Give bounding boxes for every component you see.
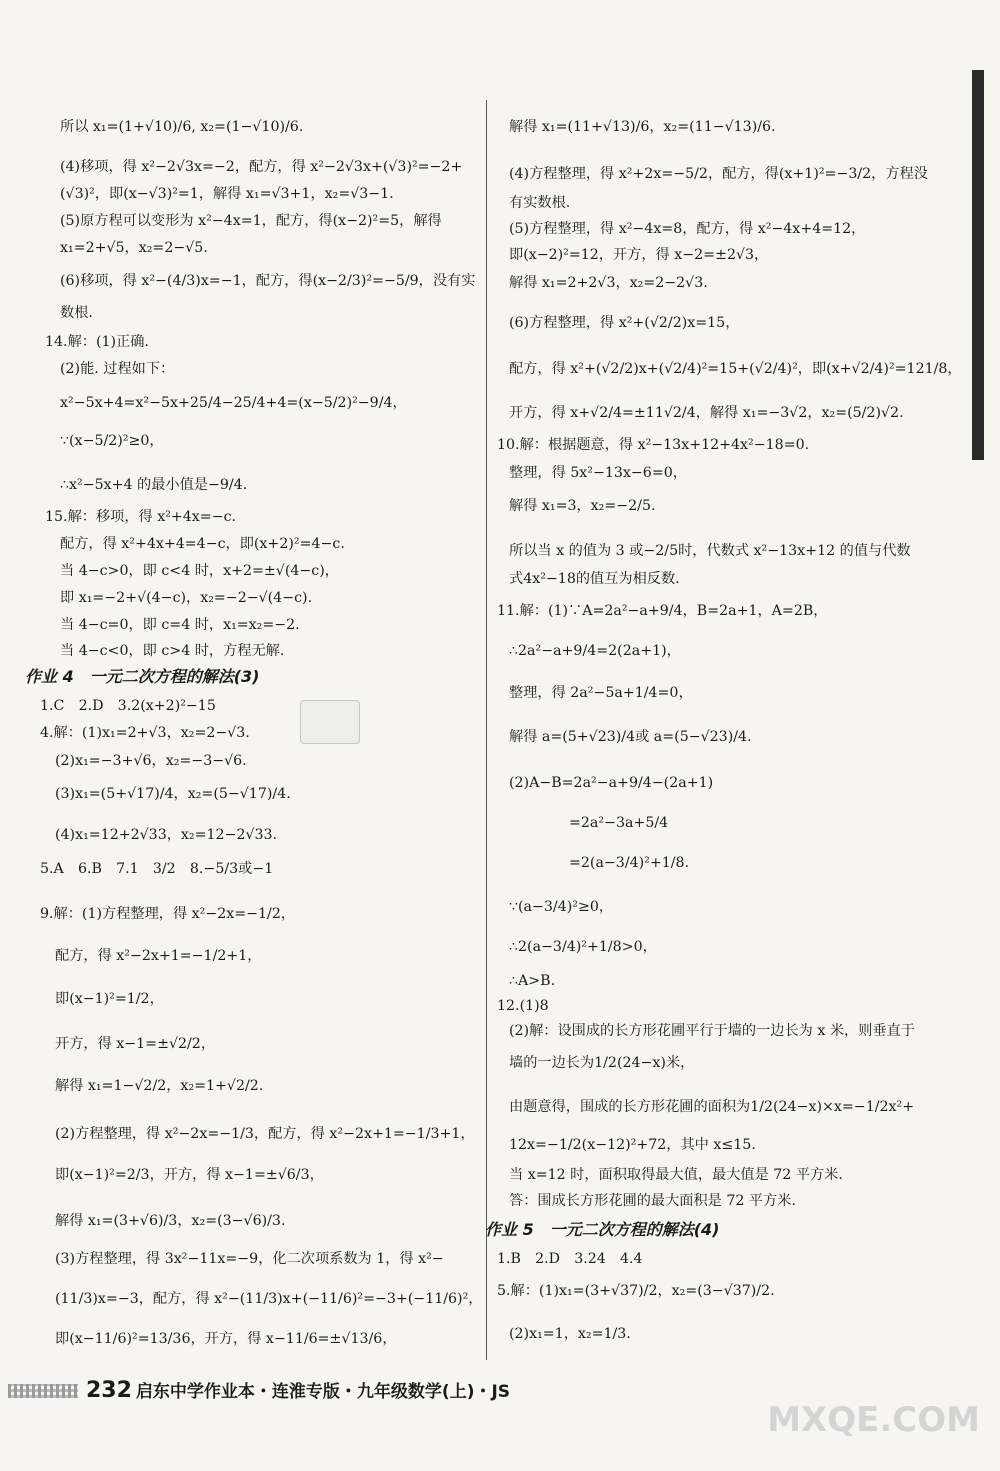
text-line: (5)原方程可以变形为 x²−4x=1，配方，得(x−2)²=5，解得 xyxy=(60,213,442,229)
text-line: (2)A−B=2a²−a+9/4−(2a+1) xyxy=(509,775,714,791)
text-line: 即(x−1)²=2/3，开方，得 x−1=±√6/3， xyxy=(55,1167,324,1183)
text-line: 解得 x₁=(11+√13)/6，x₂=(11−√13)/6. xyxy=(509,119,776,135)
text-line: (4)x₁=12+2√33，x₂=12−2√33. xyxy=(55,827,278,843)
text-line: 配方，得 x²+4x+4=4−c，即(x+2)²=4−c. xyxy=(60,536,345,552)
text-line: ∴2a²−a+9/4=2(2a+1)， xyxy=(509,643,681,659)
question-10: 10.解：根据题意，得 x²−13x+12+4x²−18=0. xyxy=(497,437,810,453)
text-line: 有实数根. xyxy=(509,195,571,211)
text-line: (2)能. 过程如下： xyxy=(60,361,175,377)
text-line: 1.C 2.D 3.2(x+2)²−15 xyxy=(40,698,216,714)
text-line: (2)解：设围成的长方形花圃平行于墙的一边长为 x 米，则垂直于 xyxy=(509,1023,915,1039)
text-line: 解得 x₁=3，x₂=−2/5. xyxy=(509,498,656,514)
text-line: (5)方程整理，得 x²−4x=8，配方，得 x²−4x+4=12， xyxy=(509,221,866,237)
text-line: 配方，得 x²+(√2/2)x+(√2/4)²=15+(√2/4)²，即(x+√2/4)²=121/8， xyxy=(509,361,962,377)
text-line: 当 x=12 时，面积取得最大值，最大值是 72 平方米. xyxy=(509,1167,843,1183)
text-line: 墙的一边长为1/2(24−x)米， xyxy=(509,1055,695,1071)
watermark: MXQE.COM xyxy=(767,1400,980,1440)
text-line: 即 x₁=−2+√(4−c)，x₂=−2−√(4−c). xyxy=(60,590,313,606)
text-line: 所以当 x 的值为 3 或−2/5时，代数式 x²−13x+12 的值与代数 xyxy=(509,543,911,559)
text-line: 整理，得 2a²−5a+1/4=0， xyxy=(509,685,693,701)
question-9: 9.解：(1)方程整理，得 x²−2x=−1/2， xyxy=(40,906,296,922)
text-line: (2)方程整理，得 x²−2x=−1/3，配方，得 x²−2x+1=−1/3+1， xyxy=(55,1126,475,1142)
text-line: (2)x₁=1，x₂=1/3. xyxy=(509,1326,631,1342)
text-line: (6)移项，得 x²−(4/3)x=−1，配方，得(x−2/3)²=−5/9，没有实 xyxy=(60,273,476,289)
question-5: 5.解：(1)x₁=(3+√37)/2，x₂=(3−√37)/2. xyxy=(497,1283,775,1299)
text-line: (3)x₁=(5+√17)/4，x₂=(5−√17)/4. xyxy=(55,786,291,802)
text-line: (11/3)x=−3，配方，得 x²−(11/3)x+(−11/6)²=−3+(−11/6)²， xyxy=(55,1291,483,1307)
text-line: (2)x₁=−3+√6，x₂=−3−√6. xyxy=(55,753,247,769)
text-line: 开方，得 x+√2/4=±11√2/4，解得 x₁=−3√2，x₂=(5/2)√2. xyxy=(509,405,904,421)
text-line: ∴x²−5x+4 的最小值是−9/4. xyxy=(60,477,248,493)
text-line: 由题意得，围成的长方形花圃的面积为1/2(24−x)×x=−1/2x²+ xyxy=(509,1099,915,1115)
section-heading: 作业 4 一元二次方程的解法(3) xyxy=(25,667,260,686)
text-line: x²−5x+4=x²−5x+25/4−25/4+4=(x−5/2)²−9/4， xyxy=(60,395,407,411)
text-line: 答：围成长方形花圃的最大面积是 72 平方米. xyxy=(509,1193,796,1209)
question-4: 4.解：(1)x₁=2+√3，x₂=2−√3. xyxy=(40,725,250,741)
text-line: 解得 x₁=2+2√3，x₂=2−2√3. xyxy=(509,275,708,291)
text-line: ∴A>B. xyxy=(509,973,556,989)
page-edge-bar xyxy=(972,70,984,460)
section-heading: 作业 5 一元二次方程的解法(4) xyxy=(485,1220,720,1239)
text-line: 解得 a=(5+√23)/4或 a=(5−√23)/4. xyxy=(509,729,752,745)
text-line: (√3)²，即(x−√3)²=1，解得 x₁=√3+1，x₂=√3−1. xyxy=(60,186,394,202)
text-line: 即(x−2)²=12，开方，得 x−2=±2√3， xyxy=(509,247,769,263)
question-11: 11.解：(1)∵A=2a²−a+9/4，B=2a+1，A=2B， xyxy=(497,603,828,619)
footer-dot-pattern xyxy=(8,1384,78,1398)
text-line: ∵(x−5/2)²≥0， xyxy=(60,433,164,449)
question-12: 12.(1)8 xyxy=(497,998,549,1014)
text-line: (3)方程整理，得 3x²−11x=−9，化二次项系数为 1，得 x²− xyxy=(55,1251,444,1267)
text-line: 数根. xyxy=(60,305,93,321)
text-line: ∴2(a−3/4)²+1/8>0， xyxy=(509,939,657,955)
text-line: (6)方程整理，得 x²+(√2/2)x=15， xyxy=(509,315,740,331)
text-line: =2a²−3a+5/4 xyxy=(569,815,669,831)
text-line: 1.B 2.D 3.24 4.4 xyxy=(497,1251,643,1267)
text-line: 所以 x₁=(1+√10)/6, x₂=(1−√10)/6. xyxy=(60,119,304,135)
book-title: 启东中学作业本・连淮专版・九年级数学(上)・JS xyxy=(135,1382,511,1402)
text-line: =2(a−3/4)²+1/8. xyxy=(569,855,690,871)
text-line: 式4x²−18的值互为相反数. xyxy=(509,571,680,587)
column-divider xyxy=(486,100,487,1360)
text-line: (4)移项，得 x²−2√3x=−2，配方，得 x²−2√3x+(√3)²=−2+ xyxy=(60,159,463,175)
text-line: 12x=−1/2(x−12)²+72，其中 x≤15. xyxy=(509,1137,756,1153)
page-footer xyxy=(8,1377,510,1403)
text-line: 当 4−c<0，即 c>4 时，方程无解. xyxy=(60,643,285,659)
text-line: 解得 x₁=1−√2/2，x₂=1+√2/2. xyxy=(55,1078,264,1094)
question-15: 15.解：移项，得 x²+4x=−c. xyxy=(45,509,237,525)
page-number: 232 xyxy=(86,1378,132,1403)
text-line: x₁=2+√5，x₂=2−√5. xyxy=(60,240,208,256)
text-line: (4)方程整理，得 x²+2x=−5/2，配方，得(x+1)²=−3/2，方程没 xyxy=(509,166,928,182)
question-14: 14.解：(1)正确. xyxy=(45,334,149,350)
text-line: 5.A 6.B 7.1 3/2 8.−5/3或−1 xyxy=(40,861,274,877)
text-line: 即(x−1)²=1/2， xyxy=(55,991,164,1007)
stamp-mark xyxy=(300,700,360,744)
text-line: 整理，得 5x²−13x−6=0， xyxy=(509,465,687,481)
text-line: 解得 x₁=(3+√6)/3，x₂=(3−√6)/3. xyxy=(55,1213,286,1229)
text-line: 开方，得 x−1=±√2/2， xyxy=(55,1036,216,1052)
text-line: ∵(a−3/4)²≥0， xyxy=(509,899,614,915)
text-line: 当 4−c>0，即 c<4 时，x+2=±√(4−c)， xyxy=(60,563,339,579)
text-line: 当 4−c=0，即 c=4 时，x₁=x₂=−2. xyxy=(60,617,300,633)
text-line: 配方，得 x²−2x+1=−1/2+1， xyxy=(55,948,262,964)
text-line: 即(x−11/6)²=13/36，开方，得 x−11/6=±√13/6， xyxy=(55,1331,397,1347)
